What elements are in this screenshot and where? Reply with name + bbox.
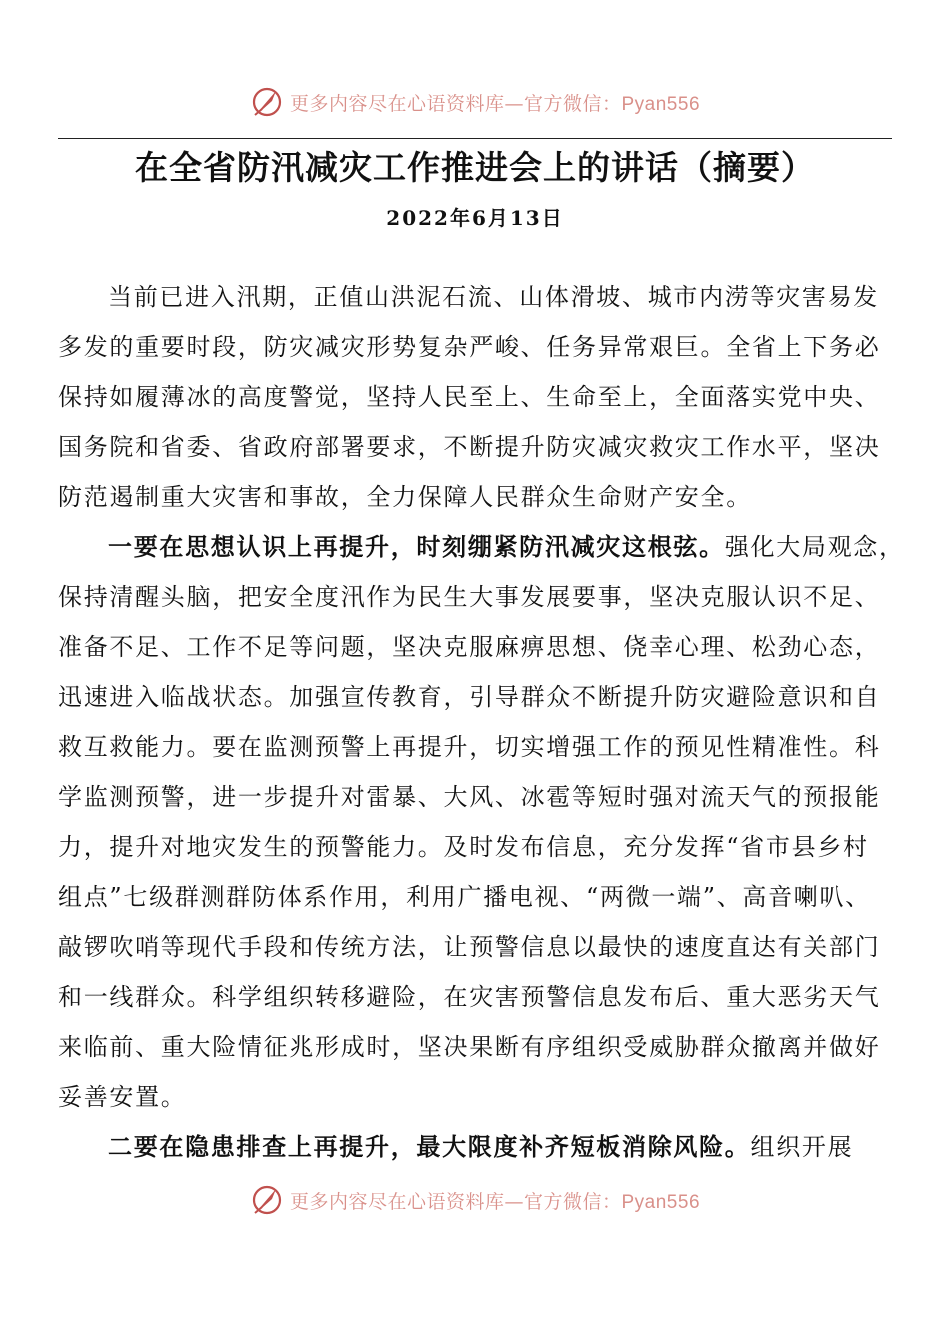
text-line: 学监测预警，进一步提升对雷暴、大风、冰雹等短时强对流天气的预报能 <box>58 783 881 811</box>
page-title: 在全省防汛减灾工作推进会上的讲话（摘要） <box>135 148 815 187</box>
header-rule <box>58 138 892 139</box>
text-line: 来临前、重大险情征兆形成时，坚决果断有序组织受威胁群众撤离并做好 <box>58 1033 881 1061</box>
text-line: 当前已进入汛期，正值山洪泥石流、山体滑坡、城市内涝等灾害易发 <box>108 283 879 311</box>
text-line: 多发的重要时段，防灾减灾形势复杂严峻、任务异常艰巨。全省上下务必 <box>58 333 881 361</box>
document-body <box>58 272 905 1172</box>
text-line: 救互救能力。要在监测预警上再提升，切实增强工作的预见性精准性。科 <box>58 733 881 761</box>
text-line: 二要在隐患排查上再提升，最大限度补齐短板消除风险。组织开展 <box>108 1132 854 1161</box>
footer-watermark <box>0 1182 950 1218</box>
watermark-text: 更多内容尽在心语资料库—官方微信：Pyan556 <box>289 92 701 115</box>
text-line: 一要在思想认识上再提升，时刻绷紧防汛减灾这根弦。强化大局观念， <box>108 532 905 561</box>
quill-logo-icon <box>250 1183 284 1217</box>
text-line: 敲锣吹哨等现代手段和传统方法，让预警信息以最快的速度直达有关部门 <box>58 933 881 961</box>
section-heading: 一要在思想认识上再提升，时刻绷紧防汛减灾这根弦。 <box>108 532 725 561</box>
text-line: 力，提升对地灾发生的预警能力。及时发布信息，充分发挥“省市县乡村 <box>58 833 869 861</box>
section-heading: 二要在隐患排查上再提升，最大限度补齐短板消除风险。 <box>108 1132 751 1161</box>
text-line: 和一线群众。科学组织转移避险，在灾害预警信息发布后、重大恶劣天气 <box>58 983 881 1011</box>
text-line: 保持清醒头脑，把安全度汛作为民生大事发展要事，坚决克服认识不足、 <box>58 583 881 611</box>
text-line: 保持如履薄冰的高度警觉，坚持人民至上、生命至上，全面落实党中央、 <box>58 383 881 411</box>
text-line: 国务院和省委、省政府部署要求，不断提升防灾减灾救灾工作水平，坚决 <box>58 433 881 461</box>
text-line: 防范遏制重大灾害和事故，全力保障人民群众生命财产安全。 <box>58 483 752 511</box>
text-line: 迅速进入临战状态。加强宣传教育，引导群众不断提升防灾避险意识和自 <box>58 683 881 711</box>
text-line: 妥善安置。 <box>58 1083 187 1111</box>
header-watermark <box>0 84 950 120</box>
quill-logo-icon <box>250 85 284 119</box>
text-line: 准备不足、工作不足等问题，坚决克服麻痹思想、侥幸心理、松劲心态， <box>58 633 881 661</box>
document-date: 2022年6月13日 <box>386 206 564 230</box>
watermark-text: 更多内容尽在心语资料库—官方微信：Pyan556 <box>289 1190 701 1213</box>
text-line: 组点”七级群测群防体系作用，利用广播电视、“两微一端”、高音喇叭、 <box>58 883 871 911</box>
